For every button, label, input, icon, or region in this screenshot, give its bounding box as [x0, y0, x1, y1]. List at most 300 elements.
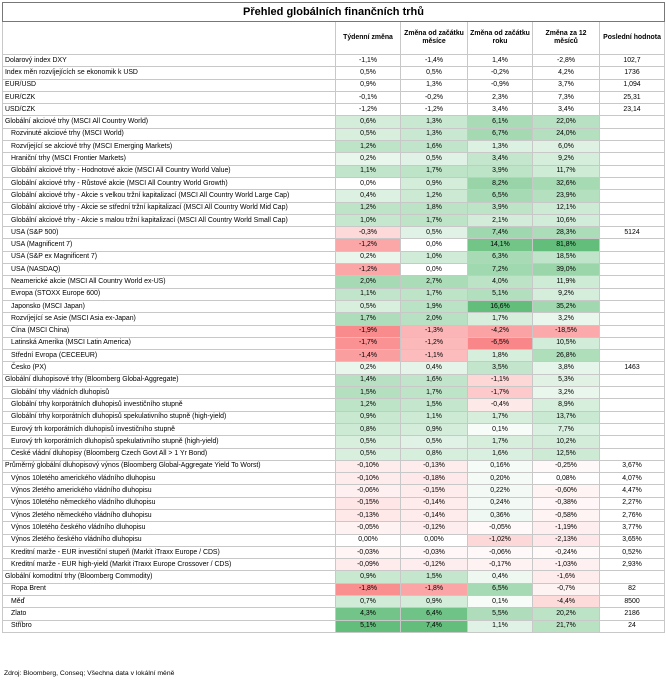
cell-last-value: 1463 [600, 362, 665, 374]
cell-weekly: -1,8% [336, 583, 401, 595]
cell-last-value: 25,31 [600, 91, 665, 103]
row-label: EUR/USD [3, 79, 336, 91]
cell-last-value [600, 411, 665, 423]
cell-weekly: 0,8% [336, 423, 401, 435]
cell-ytd: -1,02% [468, 534, 533, 546]
cell-ytd: 0,24% [468, 497, 533, 509]
table-row [3, 436, 665, 448]
table-row [3, 325, 665, 337]
cell-last-value [600, 214, 665, 226]
cell-ytd: 3,4% [468, 104, 533, 116]
cell-ytd: -0,4% [468, 399, 533, 411]
table-row [3, 239, 665, 251]
table-row [3, 620, 665, 632]
cell-12m: -1,6% [533, 571, 600, 583]
cell-ytd: 1,4% [468, 55, 533, 67]
cell-weekly: 1,2% [336, 202, 401, 214]
cell-12m: 13,7% [533, 411, 600, 423]
cell-weekly: 0,7% [336, 596, 401, 608]
cell-last-value: 102,7 [600, 55, 665, 67]
header-ytd: Změna od začátku roku [468, 22, 533, 55]
cell-weekly: 0,5% [336, 128, 401, 140]
table-row [3, 596, 665, 608]
cell-last-value [600, 165, 665, 177]
cell-12m: 3,2% [533, 387, 600, 399]
cell-mtd: 0,00% [401, 534, 468, 546]
table-row [3, 55, 665, 67]
cell-12m: 3,8% [533, 362, 600, 374]
cell-ytd: 7,2% [468, 264, 533, 276]
cell-12m: 32,6% [533, 177, 600, 189]
cell-last-value: 2,76% [600, 509, 665, 521]
cell-weekly: -0,10% [336, 473, 401, 485]
cell-weekly: 5,1% [336, 620, 401, 632]
row-label: USA (NASDAQ) [3, 264, 336, 276]
row-label: USA (Magnificent 7) [3, 239, 336, 251]
table-row [3, 571, 665, 583]
row-label: Globální trhy korporátních dluhopisů investičního stupně [3, 399, 336, 411]
table-row [3, 350, 665, 362]
table-row [3, 509, 665, 521]
table-row [3, 79, 665, 91]
cell-12m: 3,2% [533, 313, 600, 325]
table-row [3, 214, 665, 226]
cell-weekly: -0,10% [336, 460, 401, 472]
cell-weekly: 0,2% [336, 251, 401, 263]
cell-weekly: -0,09% [336, 559, 401, 571]
cell-last-value: 1736 [600, 67, 665, 79]
row-label: Globální akciové trhy - Akcie se střední tržní kapitalizací (MSCI All Country World Mid Cap) [3, 202, 336, 214]
cell-12m: -2,13% [533, 534, 600, 546]
cell-last-value: 4,47% [600, 485, 665, 497]
cell-ytd: 1,8% [468, 350, 533, 362]
cell-mtd: 1,2% [401, 190, 468, 202]
cell-12m: 21,7% [533, 620, 600, 632]
cell-12m: 10,2% [533, 436, 600, 448]
cell-ytd: 0,20% [468, 473, 533, 485]
cell-last-value [600, 177, 665, 189]
cell-12m: 12,1% [533, 202, 600, 214]
cell-weekly: -1,9% [336, 325, 401, 337]
cell-mtd: -0,15% [401, 485, 468, 497]
cell-last-value [600, 313, 665, 325]
row-label: Globální akciové trhy - Růstové akcie (MSCI All Country World Growth) [3, 177, 336, 189]
row-label: Výnos 2letého amerického vládního dluhopisu [3, 485, 336, 497]
table-row [3, 337, 665, 349]
cell-ytd: -0,17% [468, 559, 533, 571]
row-label: Výnos 2letého německého vládního dluhopisu [3, 509, 336, 521]
row-label: Měď [3, 596, 336, 608]
header-row [3, 22, 665, 55]
row-label: Dolarový index DXY [3, 55, 336, 67]
cell-mtd: -1,2% [401, 104, 468, 116]
cell-ytd: 0,22% [468, 485, 533, 497]
cell-weekly: 0,9% [336, 411, 401, 423]
table-row [3, 362, 665, 374]
cell-mtd: 1,6% [401, 374, 468, 386]
row-label: Globální akciové trhy - Akcie s velkou tržní kapitalizací (MSCI All Country World Large Cap) [3, 190, 336, 202]
cell-12m: 11,7% [533, 165, 600, 177]
table-row [3, 251, 665, 263]
table-row [3, 583, 665, 595]
table-row [3, 411, 665, 423]
cell-mtd: -0,14% [401, 497, 468, 509]
cell-mtd: 2,7% [401, 276, 468, 288]
cell-last-value: 24 [600, 620, 665, 632]
cell-last-value [600, 325, 665, 337]
cell-last-value [600, 423, 665, 435]
cell-12m: 7,7% [533, 423, 600, 435]
title-row [3, 3, 665, 22]
cell-weekly: -0,1% [336, 91, 401, 103]
table-row [3, 473, 665, 485]
row-label: Neamerické akcie (MSCI All Country World ex-US) [3, 276, 336, 288]
cell-last-value [600, 288, 665, 300]
cell-mtd: 1,0% [401, 251, 468, 263]
cell-12m: -0,24% [533, 546, 600, 558]
cell-ytd: 5,5% [468, 608, 533, 620]
row-label: Kreditní marže - EUR investiční stupeň (Markit iTraxx Europe / CDS) [3, 546, 336, 558]
cell-weekly: -1,4% [336, 350, 401, 362]
cell-mtd: -0,12% [401, 522, 468, 534]
row-label: Průměrný globální dluhopisový výnos (Bloomberg Global-Aggregate Yield To Worst) [3, 460, 336, 472]
cell-ytd: -1,7% [468, 387, 533, 399]
cell-mtd: -0,03% [401, 546, 468, 558]
cell-mtd: 1,5% [401, 571, 468, 583]
cell-12m: -2,8% [533, 55, 600, 67]
table-row [3, 522, 665, 534]
cell-last-value: 2,93% [600, 559, 665, 571]
cell-12m: 0,08% [533, 473, 600, 485]
cell-weekly: 0,5% [336, 436, 401, 448]
cell-weekly: -0,3% [336, 227, 401, 239]
row-label: USA (S&P ex Magnificent 7) [3, 251, 336, 263]
row-label: Globální akciové trhy - Hodnotové akcie (MSCI All Country World Value) [3, 165, 336, 177]
cell-mtd: 0,5% [401, 153, 468, 165]
cell-ytd: 6,5% [468, 583, 533, 595]
cell-mtd: 2,0% [401, 313, 468, 325]
cell-mtd: -1,2% [401, 337, 468, 349]
cell-last-value: 3,67% [600, 460, 665, 472]
cell-last-value: 0,52% [600, 546, 665, 558]
cell-last-value [600, 387, 665, 399]
cell-last-value [600, 264, 665, 276]
cell-ytd: -0,2% [468, 67, 533, 79]
row-label: Globální trhy vládních dluhopisů [3, 387, 336, 399]
cell-last-value: 5124 [600, 227, 665, 239]
cell-mtd: 1,7% [401, 165, 468, 177]
cell-mtd: -1,1% [401, 350, 468, 362]
cell-12m: 26,8% [533, 350, 600, 362]
row-label: Výnos 10letého amerického vládního dluhopisu [3, 473, 336, 485]
row-label: Zlato [3, 608, 336, 620]
cell-weekly: 0,9% [336, 79, 401, 91]
table-row [3, 264, 665, 276]
table-row [3, 300, 665, 312]
cell-mtd: -0,18% [401, 473, 468, 485]
cell-mtd: 1,7% [401, 387, 468, 399]
market-overview-table-container [2, 2, 664, 633]
cell-mtd: -0,2% [401, 91, 468, 103]
cell-mtd: -1,4% [401, 55, 468, 67]
cell-12m: -0,25% [533, 460, 600, 472]
cell-mtd: 1,5% [401, 399, 468, 411]
table-row [3, 190, 665, 202]
cell-weekly: -1,2% [336, 239, 401, 251]
cell-mtd: 6,4% [401, 608, 468, 620]
table-row [3, 460, 665, 472]
cell-ytd: 2,1% [468, 214, 533, 226]
cell-mtd: 1,6% [401, 141, 468, 153]
row-label: Globální komoditní trhy (Bloomberg Commodity) [3, 571, 336, 583]
cell-12m: -0,58% [533, 509, 600, 521]
cell-12m: 8,9% [533, 399, 600, 411]
cell-12m: 3,7% [533, 79, 600, 91]
table-row [3, 67, 665, 79]
cell-12m: 22,0% [533, 116, 600, 128]
cell-ytd: 1,7% [468, 436, 533, 448]
cell-mtd: 1,9% [401, 300, 468, 312]
cell-ytd: -0,06% [468, 546, 533, 558]
cell-12m: 3,4% [533, 104, 600, 116]
cell-mtd: 1,7% [401, 288, 468, 300]
table-row [3, 153, 665, 165]
cell-12m: 24,0% [533, 128, 600, 140]
cell-last-value [600, 374, 665, 386]
cell-mtd: 0,9% [401, 596, 468, 608]
cell-ytd: 5,1% [468, 288, 533, 300]
cell-mtd: 1,1% [401, 411, 468, 423]
row-label: Globální akciové trhy (MSCI All Country World) [3, 116, 336, 128]
cell-weekly: 2,0% [336, 276, 401, 288]
table-row [3, 202, 665, 214]
cell-last-value [600, 190, 665, 202]
cell-last-value [600, 448, 665, 460]
cell-ytd: 3,5% [468, 362, 533, 374]
cell-weekly: -0,15% [336, 497, 401, 509]
table-row [3, 116, 665, 128]
cell-weekly: 1,1% [336, 288, 401, 300]
cell-mtd: 7,4% [401, 620, 468, 632]
cell-ytd: 1,3% [468, 141, 533, 153]
cell-ytd: 7,4% [468, 227, 533, 239]
cell-mtd: 0,5% [401, 227, 468, 239]
row-label: Evropa (STOXX Europe 600) [3, 288, 336, 300]
cell-mtd: -0,12% [401, 559, 468, 571]
row-label: Výnos 2letého českého vládního dluhopisu [3, 534, 336, 546]
cell-ytd: 3,9% [468, 202, 533, 214]
source-note: Zdroj: Bloomberg, Conseq; Všechna data v lokální měně [4, 670, 175, 677]
cell-weekly: 1,5% [336, 387, 401, 399]
cell-last-value [600, 251, 665, 263]
cell-mtd: -1,3% [401, 325, 468, 337]
table-row [3, 448, 665, 460]
cell-12m: 6,0% [533, 141, 600, 153]
cell-mtd: -1,8% [401, 583, 468, 595]
cell-12m: 5,3% [533, 374, 600, 386]
cell-ytd: 14,1% [468, 239, 533, 251]
cell-last-value [600, 239, 665, 251]
cell-weekly: -1,2% [336, 104, 401, 116]
cell-last-value: 8500 [600, 596, 665, 608]
row-label: Střední Evropa (CECEEUR) [3, 350, 336, 362]
cell-12m: 23,9% [533, 190, 600, 202]
row-label: Rozvinuté akciové trhy (MSCI World) [3, 128, 336, 140]
cell-last-value: 2186 [600, 608, 665, 620]
cell-12m: -0,60% [533, 485, 600, 497]
row-label: Eurový trh korporátních dluhopisů spekulativního stupně (high-yield) [3, 436, 336, 448]
cell-12m: 10,5% [533, 337, 600, 349]
cell-weekly: 1,2% [336, 399, 401, 411]
cell-mtd: -0,13% [401, 460, 468, 472]
cell-last-value: 3,77% [600, 522, 665, 534]
cell-ytd: 6,5% [468, 190, 533, 202]
table-row [3, 141, 665, 153]
cell-ytd: 4,0% [468, 276, 533, 288]
cell-weekly: -1,2% [336, 264, 401, 276]
header-weekly: Týdenní změna [336, 22, 401, 55]
cell-12m: -4,4% [533, 596, 600, 608]
cell-12m: -1,03% [533, 559, 600, 571]
cell-mtd: 0,0% [401, 239, 468, 251]
cell-mtd: 0,5% [401, 436, 468, 448]
cell-last-value [600, 350, 665, 362]
table-row [3, 559, 665, 571]
table-row [3, 374, 665, 386]
cell-weekly: 1,2% [336, 141, 401, 153]
cell-12m: 11,9% [533, 276, 600, 288]
cell-mtd: 0,4% [401, 362, 468, 374]
cell-weekly: 0,5% [336, 300, 401, 312]
table-title: Přehled globálních finančních trhů [3, 3, 665, 22]
cell-last-value [600, 399, 665, 411]
cell-last-value [600, 337, 665, 349]
cell-ytd: 1,7% [468, 411, 533, 423]
cell-weekly: 0,00% [336, 534, 401, 546]
cell-mtd: 1,8% [401, 202, 468, 214]
cell-ytd: 6,1% [468, 116, 533, 128]
cell-last-value [600, 141, 665, 153]
cell-12m: 9,2% [533, 153, 600, 165]
cell-weekly: -1,7% [336, 337, 401, 349]
cell-12m: 18,5% [533, 251, 600, 263]
cell-ytd: 0,36% [468, 509, 533, 521]
cell-weekly: -0,05% [336, 522, 401, 534]
cell-ytd: 6,7% [468, 128, 533, 140]
cell-last-value: 23,14 [600, 104, 665, 116]
table-row [3, 288, 665, 300]
cell-ytd: 16,6% [468, 300, 533, 312]
cell-12m: 35,2% [533, 300, 600, 312]
row-label: USA (S&P 500) [3, 227, 336, 239]
cell-last-value [600, 300, 665, 312]
header-12m: Změna za 12 měsíců [533, 22, 600, 55]
cell-last-value: 82 [600, 583, 665, 595]
table-row [3, 227, 665, 239]
cell-last-value [600, 202, 665, 214]
cell-ytd: 1,1% [468, 620, 533, 632]
cell-12m: -0,38% [533, 497, 600, 509]
table-row [3, 423, 665, 435]
cell-ytd: 1,6% [468, 448, 533, 460]
cell-12m: 20,2% [533, 608, 600, 620]
header-label [3, 22, 336, 55]
cell-weekly: -0,06% [336, 485, 401, 497]
cell-12m: 7,3% [533, 91, 600, 103]
table-row [3, 387, 665, 399]
cell-ytd: -4,2% [468, 325, 533, 337]
cell-mtd: 1,7% [401, 214, 468, 226]
row-label: České vládní dluhopisy (Bloomberg Czech Govt All > 1 Yr Bond) [3, 448, 336, 460]
row-label: Výnos 10letého německého vládního dluhopisu [3, 497, 336, 509]
table-row [3, 276, 665, 288]
cell-last-value [600, 571, 665, 583]
cell-weekly: 1,1% [336, 165, 401, 177]
cell-mtd: 1,3% [401, 79, 468, 91]
row-label: EUR/CZK [3, 91, 336, 103]
cell-last-value [600, 276, 665, 288]
row-label: Čína (MSCI China) [3, 325, 336, 337]
cell-weekly: 0,4% [336, 190, 401, 202]
cell-mtd: -0,14% [401, 509, 468, 521]
cell-weekly: 0,0% [336, 177, 401, 189]
cell-weekly: -1,1% [336, 55, 401, 67]
row-label: Hraniční trhy (MSCI Frontier Markets) [3, 153, 336, 165]
cell-weekly: 1,7% [336, 313, 401, 325]
row-label: Rozvíjející se akciové trhy (MSCI Emerging Markets) [3, 141, 336, 153]
table-row [3, 608, 665, 620]
table-row [3, 534, 665, 546]
cell-last-value: 1,094 [600, 79, 665, 91]
cell-last-value [600, 128, 665, 140]
row-label: Globální akciové trhy - Akcie s malou tržní kapitalizací (MSCI All Country World Small Cap) [3, 214, 336, 226]
cell-weekly: -0,03% [336, 546, 401, 558]
cell-12m: 10,6% [533, 214, 600, 226]
cell-mtd: 0,9% [401, 423, 468, 435]
table-row [3, 128, 665, 140]
row-label: Ropa Brent [3, 583, 336, 595]
cell-ytd: -1,1% [468, 374, 533, 386]
row-label: Eurový trh korporátních dluhopisů investičního stupně [3, 423, 336, 435]
table-row [3, 546, 665, 558]
cell-last-value: 4,07% [600, 473, 665, 485]
cell-ytd: 0,1% [468, 423, 533, 435]
row-label: Česko (PX) [3, 362, 336, 374]
cell-12m: 39,0% [533, 264, 600, 276]
cell-12m: -1,19% [533, 522, 600, 534]
cell-last-value: 2,27% [600, 497, 665, 509]
cell-last-value [600, 436, 665, 448]
row-label: Stříbro [3, 620, 336, 632]
cell-weekly: 0,5% [336, 67, 401, 79]
cell-ytd: 2,3% [468, 91, 533, 103]
row-label: Kreditní marže - EUR high-yield (Markit iTraxx Europe Crossover / CDS) [3, 559, 336, 571]
cell-ytd: 3,4% [468, 153, 533, 165]
table-row [3, 313, 665, 325]
cell-mtd: 0,8% [401, 448, 468, 460]
table-row [3, 104, 665, 116]
cell-ytd: 0,1% [468, 596, 533, 608]
cell-weekly: 1,4% [336, 374, 401, 386]
cell-last-value [600, 153, 665, 165]
cell-weekly: -0,13% [336, 509, 401, 521]
cell-12m: 28,3% [533, 227, 600, 239]
row-label: Globální trhy korporátních dluhopisů spekulativního stupně (high-yield) [3, 411, 336, 423]
cell-12m: 9,2% [533, 288, 600, 300]
cell-weekly: 0,2% [336, 362, 401, 374]
cell-ytd: -0,9% [468, 79, 533, 91]
table-row [3, 485, 665, 497]
